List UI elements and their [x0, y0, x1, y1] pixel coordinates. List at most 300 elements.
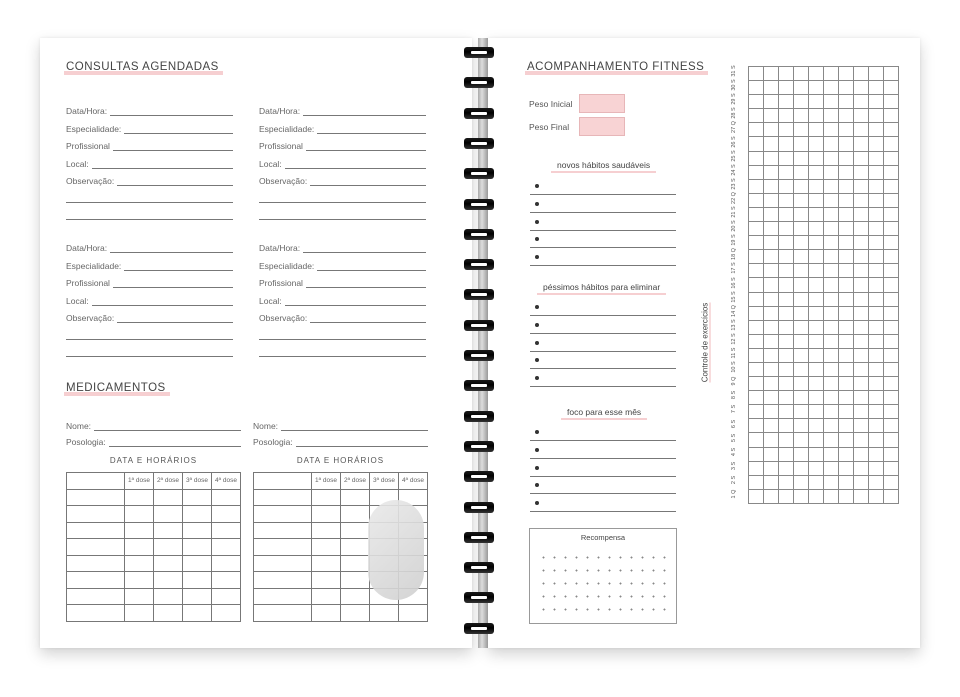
tracker-cell[interactable]: [764, 109, 779, 123]
tracker-cell[interactable]: [884, 81, 899, 95]
tracker-cell[interactable]: [824, 348, 839, 362]
tracker-cell[interactable]: [749, 179, 764, 193]
reward-box[interactable]: [529, 528, 677, 624]
tracker-cell[interactable]: [854, 405, 869, 419]
tracker-cell[interactable]: [869, 264, 884, 278]
tracker-cell[interactable]: [869, 222, 884, 236]
tracker-cell[interactable]: [749, 236, 764, 250]
table-cell[interactable]: [341, 522, 370, 539]
tracker-cell[interactable]: [794, 67, 809, 81]
tracker-cell[interactable]: [854, 81, 869, 95]
appointment-field[interactable]: [66, 124, 233, 134]
tracker-cell[interactable]: [884, 165, 899, 179]
tracker-cell[interactable]: [794, 348, 809, 362]
list-line[interactable]: [530, 177, 676, 195]
tracker-cell[interactable]: [809, 67, 824, 81]
tracker-cell[interactable]: [839, 461, 854, 475]
list-line[interactable]: [530, 195, 676, 213]
tracker-cell[interactable]: [824, 377, 839, 391]
tracker-cell[interactable]: [839, 179, 854, 193]
tracker-cell[interactable]: [824, 320, 839, 334]
tracker-cell[interactable]: [839, 67, 854, 81]
tracker-cell[interactable]: [809, 391, 824, 405]
medication-field[interactable]: [66, 421, 241, 431]
tracker-cell[interactable]: [854, 123, 869, 137]
list-line[interactable]: [530, 441, 676, 459]
tracker-cell[interactable]: [854, 193, 869, 207]
tracker-cell[interactable]: [809, 334, 824, 348]
tracker-cell[interactable]: [809, 236, 824, 250]
tracker-cell[interactable]: [764, 391, 779, 405]
tracker-cell[interactable]: [869, 95, 884, 109]
tracker-cell[interactable]: [869, 109, 884, 123]
tracker-cell[interactable]: [839, 334, 854, 348]
tracker-cell[interactable]: [839, 348, 854, 362]
table-cell[interactable]: [312, 539, 341, 556]
tracker-cell[interactable]: [884, 306, 899, 320]
tracker-cell[interactable]: [869, 123, 884, 137]
tracker-cell[interactable]: [854, 95, 869, 109]
tracker-cell[interactable]: [839, 391, 854, 405]
tracker-cell[interactable]: [749, 109, 764, 123]
tracker-cell[interactable]: [809, 278, 824, 292]
tracker-cell[interactable]: [854, 179, 869, 193]
tracker-cell[interactable]: [824, 123, 839, 137]
tracker-cell[interactable]: [839, 278, 854, 292]
tracker-cell[interactable]: [794, 137, 809, 151]
table-cell[interactable]: [254, 473, 312, 490]
appointment-field[interactable]: [66, 106, 233, 116]
tracker-cell[interactable]: [824, 109, 839, 123]
dose-header[interactable]: 4ª dose: [399, 473, 428, 490]
table-cell[interactable]: [125, 506, 154, 523]
tracker-cell[interactable]: [839, 151, 854, 165]
tracker-cell[interactable]: [869, 306, 884, 320]
table-cell[interactable]: [67, 489, 125, 506]
table-cell[interactable]: [183, 555, 212, 572]
list-line[interactable]: [530, 298, 676, 316]
tracker-cell[interactable]: [884, 123, 899, 137]
tracker-cell[interactable]: [839, 207, 854, 221]
table-cell[interactable]: [67, 473, 125, 490]
tracker-cell[interactable]: [794, 95, 809, 109]
tracker-cell[interactable]: [794, 362, 809, 376]
tracker-cell[interactable]: [779, 461, 794, 475]
tracker-cell[interactable]: [854, 109, 869, 123]
appointment-field[interactable]: [66, 313, 233, 323]
tracker-cell[interactable]: [779, 362, 794, 376]
list-line[interactable]: [530, 351, 676, 369]
tracker-cell[interactable]: [809, 95, 824, 109]
tracker-cell[interactable]: [824, 179, 839, 193]
tracker-cell[interactable]: [884, 377, 899, 391]
tracker-cell[interactable]: [809, 179, 824, 193]
table-cell[interactable]: [212, 506, 241, 523]
tracker-cell[interactable]: [779, 123, 794, 137]
dose-header[interactable]: 3ª dose: [370, 473, 399, 490]
tracker-cell[interactable]: [824, 165, 839, 179]
tracker-cell[interactable]: [869, 447, 884, 461]
tracker-cell[interactable]: [794, 447, 809, 461]
tracker-cell[interactable]: [794, 236, 809, 250]
table-cell[interactable]: [125, 572, 154, 589]
appointment-field[interactable]: [259, 278, 426, 288]
tracker-cell[interactable]: [764, 207, 779, 221]
tracker-cell[interactable]: [749, 320, 764, 334]
table-cell[interactable]: [254, 572, 312, 589]
appointment-field[interactable]: [259, 296, 426, 306]
tracker-cell[interactable]: [809, 433, 824, 447]
tracker-cell[interactable]: [749, 222, 764, 236]
tracker-cell[interactable]: [884, 236, 899, 250]
list-line[interactable]: [530, 230, 676, 248]
tracker-cell[interactable]: [794, 165, 809, 179]
tracker-cell[interactable]: [869, 179, 884, 193]
tracker-cell[interactable]: [764, 292, 779, 306]
tracker-cell[interactable]: [779, 67, 794, 81]
tracker-cell[interactable]: [779, 137, 794, 151]
tracker-cell[interactable]: [884, 447, 899, 461]
table-cell[interactable]: [341, 572, 370, 589]
tracker-cell[interactable]: [824, 391, 839, 405]
tracker-cell[interactable]: [884, 278, 899, 292]
tracker-cell[interactable]: [809, 81, 824, 95]
tracker-cell[interactable]: [809, 151, 824, 165]
table-cell[interactable]: [254, 539, 312, 556]
table-cell[interactable]: [154, 522, 183, 539]
medication-field[interactable]: [66, 437, 241, 447]
tracker-cell[interactable]: [854, 222, 869, 236]
table-cell[interactable]: [312, 605, 341, 622]
tracker-cell[interactable]: [869, 461, 884, 475]
appointment-field[interactable]: [259, 159, 426, 169]
tracker-cell[interactable]: [779, 207, 794, 221]
tracker-cell[interactable]: [779, 236, 794, 250]
tracker-cell[interactable]: [824, 405, 839, 419]
table-cell[interactable]: [312, 506, 341, 523]
table-cell[interactable]: [154, 605, 183, 622]
tracker-cell[interactable]: [749, 419, 764, 433]
tracker-cell[interactable]: [824, 137, 839, 151]
tracker-cell[interactable]: [764, 461, 779, 475]
tracker-cell[interactable]: [749, 193, 764, 207]
dose-header[interactable]: 2ª dose: [341, 473, 370, 490]
tracker-cell[interactable]: [884, 67, 899, 81]
tracker-cell[interactable]: [839, 165, 854, 179]
table-cell[interactable]: [125, 489, 154, 506]
tracker-cell[interactable]: [869, 151, 884, 165]
tracker-cell[interactable]: [764, 222, 779, 236]
table-cell[interactable]: [254, 605, 312, 622]
tracker-cell[interactable]: [809, 419, 824, 433]
tracker-cell[interactable]: [779, 475, 794, 489]
tracker-cell[interactable]: [824, 306, 839, 320]
tracker-cell[interactable]: [764, 377, 779, 391]
table-cell[interactable]: [183, 489, 212, 506]
tracker-cell[interactable]: [749, 447, 764, 461]
tracker-cell[interactable]: [809, 475, 824, 489]
tracker-cell[interactable]: [869, 348, 884, 362]
tracker-cell[interactable]: [764, 306, 779, 320]
tracker-cell[interactable]: [794, 405, 809, 419]
tracker-cell[interactable]: [839, 95, 854, 109]
tracker-cell[interactable]: [779, 81, 794, 95]
tracker-cell[interactable]: [764, 137, 779, 151]
tracker-cell[interactable]: [764, 278, 779, 292]
tracker-cell[interactable]: [824, 95, 839, 109]
tracker-cell[interactable]: [884, 362, 899, 376]
tracker-cell[interactable]: [869, 278, 884, 292]
tracker-cell[interactable]: [749, 391, 764, 405]
tracker-cell[interactable]: [824, 334, 839, 348]
table-cell[interactable]: [312, 555, 341, 572]
table-cell[interactable]: [212, 539, 241, 556]
tracker-cell[interactable]: [809, 306, 824, 320]
tracker-cell[interactable]: [839, 377, 854, 391]
tracker-cell[interactable]: [749, 95, 764, 109]
tracker-cell[interactable]: [839, 123, 854, 137]
tracker-cell[interactable]: [839, 489, 854, 503]
table-cell[interactable]: [154, 572, 183, 589]
table-cell[interactable]: [183, 539, 212, 556]
tracker-cell[interactable]: [764, 348, 779, 362]
tracker-cell[interactable]: [764, 123, 779, 137]
tracker-cell[interactable]: [749, 123, 764, 137]
tracker-cell[interactable]: [839, 362, 854, 376]
tracker-cell[interactable]: [809, 447, 824, 461]
table-cell[interactable]: [67, 605, 125, 622]
table-cell[interactable]: [125, 522, 154, 539]
tracker-cell[interactable]: [794, 264, 809, 278]
table-cell[interactable]: [67, 522, 125, 539]
tracker-cell[interactable]: [869, 320, 884, 334]
appointment-field[interactable]: [259, 176, 426, 186]
tracker-cell[interactable]: [854, 292, 869, 306]
tracker-cell[interactable]: [764, 81, 779, 95]
note-line[interactable]: [66, 356, 233, 357]
tracker-cell[interactable]: [884, 320, 899, 334]
table-cell[interactable]: [125, 605, 154, 622]
table-cell[interactable]: [67, 588, 125, 605]
tracker-cell[interactable]: [854, 320, 869, 334]
table-cell[interactable]: [212, 588, 241, 605]
table-cell[interactable]: [125, 555, 154, 572]
tracker-cell[interactable]: [794, 461, 809, 475]
table-cell[interactable]: [183, 588, 212, 605]
tracker-cell[interactable]: [764, 250, 779, 264]
tracker-cell[interactable]: [794, 306, 809, 320]
tracker-cell[interactable]: [824, 236, 839, 250]
tracker-cell[interactable]: [779, 320, 794, 334]
tracker-cell[interactable]: [779, 391, 794, 405]
note-line[interactable]: [259, 219, 426, 220]
tracker-cell[interactable]: [779, 489, 794, 503]
medication-field[interactable]: [253, 437, 428, 447]
tracker-cell[interactable]: [839, 264, 854, 278]
appointment-field[interactable]: [259, 313, 426, 323]
list-line[interactable]: [530, 334, 676, 352]
tracker-cell[interactable]: [779, 419, 794, 433]
tracker-cell[interactable]: [779, 165, 794, 179]
tracker-cell[interactable]: [764, 165, 779, 179]
tracker-cell[interactable]: [884, 109, 899, 123]
table-cell[interactable]: [125, 539, 154, 556]
tracker-cell[interactable]: [779, 433, 794, 447]
table-cell[interactable]: [212, 572, 241, 589]
table-cell[interactable]: [125, 588, 154, 605]
tracker-cell[interactable]: [824, 475, 839, 489]
table-cell[interactable]: [154, 506, 183, 523]
list-line[interactable]: [530, 494, 676, 512]
tracker-cell[interactable]: [824, 81, 839, 95]
tracker-cell[interactable]: [869, 475, 884, 489]
table-cell[interactable]: [341, 605, 370, 622]
tracker-cell[interactable]: [839, 475, 854, 489]
tracker-cell[interactable]: [764, 151, 779, 165]
tracker-cell[interactable]: [869, 334, 884, 348]
tracker-cell[interactable]: [809, 489, 824, 503]
tracker-cell[interactable]: [764, 236, 779, 250]
tracker-cell[interactable]: [869, 377, 884, 391]
tracker-cell[interactable]: [749, 137, 764, 151]
appointment-field[interactable]: [66, 141, 233, 151]
dose-header[interactable]: 3ª dose: [183, 473, 212, 490]
tracker-cell[interactable]: [869, 250, 884, 264]
dose-header[interactable]: 2ª dose: [154, 473, 183, 490]
tracker-cell[interactable]: [749, 151, 764, 165]
appointment-field[interactable]: [259, 141, 426, 151]
note-line[interactable]: [259, 356, 426, 357]
tracker-cell[interactable]: [869, 137, 884, 151]
table-cell[interactable]: [254, 522, 312, 539]
tracker-cell[interactable]: [794, 179, 809, 193]
table-cell[interactable]: [399, 605, 428, 622]
table-cell[interactable]: [154, 555, 183, 572]
tracker-cell[interactable]: [884, 207, 899, 221]
tracker-cell[interactable]: [884, 419, 899, 433]
table-cell[interactable]: [312, 522, 341, 539]
tracker-cell[interactable]: [869, 362, 884, 376]
appointment-field[interactable]: [66, 243, 233, 253]
tracker-cell[interactable]: [779, 405, 794, 419]
tracker-cell[interactable]: [824, 193, 839, 207]
tracker-cell[interactable]: [794, 419, 809, 433]
tracker-cell[interactable]: [884, 95, 899, 109]
tracker-cell[interactable]: [779, 334, 794, 348]
appointment-field[interactable]: [259, 243, 426, 253]
tracker-cell[interactable]: [779, 377, 794, 391]
tracker-cell[interactable]: [794, 123, 809, 137]
table-cell[interactable]: [312, 489, 341, 506]
tracker-cell[interactable]: [824, 222, 839, 236]
note-line[interactable]: [259, 339, 426, 340]
tracker-cell[interactable]: [854, 461, 869, 475]
tracker-cell[interactable]: [779, 292, 794, 306]
tracker-cell[interactable]: [779, 278, 794, 292]
appointment-field[interactable]: [259, 261, 426, 271]
tracker-cell[interactable]: [809, 222, 824, 236]
tracker-cell[interactable]: [794, 391, 809, 405]
appointment-field[interactable]: [259, 106, 426, 116]
dose-table[interactable]: [66, 472, 241, 622]
table-cell[interactable]: [341, 489, 370, 506]
tracker-cell[interactable]: [839, 222, 854, 236]
tracker-cell[interactable]: [794, 475, 809, 489]
tracker-cell[interactable]: [794, 151, 809, 165]
tracker-cell[interactable]: [779, 264, 794, 278]
tracker-cell[interactable]: [839, 447, 854, 461]
tracker-cell[interactable]: [884, 475, 899, 489]
tracker-cell[interactable]: [779, 95, 794, 109]
tracker-cell[interactable]: [809, 320, 824, 334]
tracker-cell[interactable]: [749, 348, 764, 362]
table-cell[interactable]: [67, 555, 125, 572]
table-cell[interactable]: [212, 489, 241, 506]
tracker-cell[interactable]: [794, 109, 809, 123]
tracker-cell[interactable]: [869, 433, 884, 447]
tracker-cell[interactable]: [884, 151, 899, 165]
dose-header[interactable]: 1ª dose: [312, 473, 341, 490]
tracker-cell[interactable]: [854, 278, 869, 292]
table-cell[interactable]: [183, 572, 212, 589]
tracker-cell[interactable]: [824, 292, 839, 306]
tracker-cell[interactable]: [779, 193, 794, 207]
tracker-cell[interactable]: [809, 207, 824, 221]
tracker-cell[interactable]: [764, 95, 779, 109]
tracker-cell[interactable]: [854, 264, 869, 278]
tracker-cell[interactable]: [854, 250, 869, 264]
table-cell[interactable]: [67, 572, 125, 589]
tracker-cell[interactable]: [869, 489, 884, 503]
tracker-cell[interactable]: [779, 348, 794, 362]
tracker-cell[interactable]: [869, 419, 884, 433]
tracker-cell[interactable]: [854, 362, 869, 376]
table-cell[interactable]: [254, 489, 312, 506]
tracker-cell[interactable]: [779, 151, 794, 165]
appointment-field[interactable]: [66, 278, 233, 288]
list-line[interactable]: [530, 459, 676, 477]
tracker-cell[interactable]: [839, 405, 854, 419]
tracker-cell[interactable]: [764, 179, 779, 193]
tracker-cell[interactable]: [794, 292, 809, 306]
tracker-cell[interactable]: [824, 250, 839, 264]
tracker-cell[interactable]: [869, 81, 884, 95]
medication-field[interactable]: [253, 421, 428, 431]
tracker-cell[interactable]: [779, 447, 794, 461]
tracker-cell[interactable]: [839, 137, 854, 151]
appointment-field[interactable]: [66, 296, 233, 306]
tracker-cell[interactable]: [779, 222, 794, 236]
tracker-cell[interactable]: [764, 362, 779, 376]
tracker-cell[interactable]: [764, 67, 779, 81]
tracker-cell[interactable]: [884, 433, 899, 447]
tracker-cell[interactable]: [884, 264, 899, 278]
tracker-cell[interactable]: [854, 348, 869, 362]
tracker-cell[interactable]: [794, 334, 809, 348]
tracker-cell[interactable]: [809, 137, 824, 151]
list-line[interactable]: [530, 423, 676, 441]
tracker-cell[interactable]: [749, 264, 764, 278]
list-line[interactable]: [530, 316, 676, 334]
table-cell[interactable]: [67, 506, 125, 523]
tracker-cell[interactable]: [764, 264, 779, 278]
tracker-cell[interactable]: [854, 433, 869, 447]
appointment-field[interactable]: [66, 261, 233, 271]
dose-header[interactable]: 4ª dose: [212, 473, 241, 490]
tracker-cell[interactable]: [809, 165, 824, 179]
tracker-cell[interactable]: [749, 405, 764, 419]
exercise-tracker-grid[interactable]: [748, 66, 899, 504]
